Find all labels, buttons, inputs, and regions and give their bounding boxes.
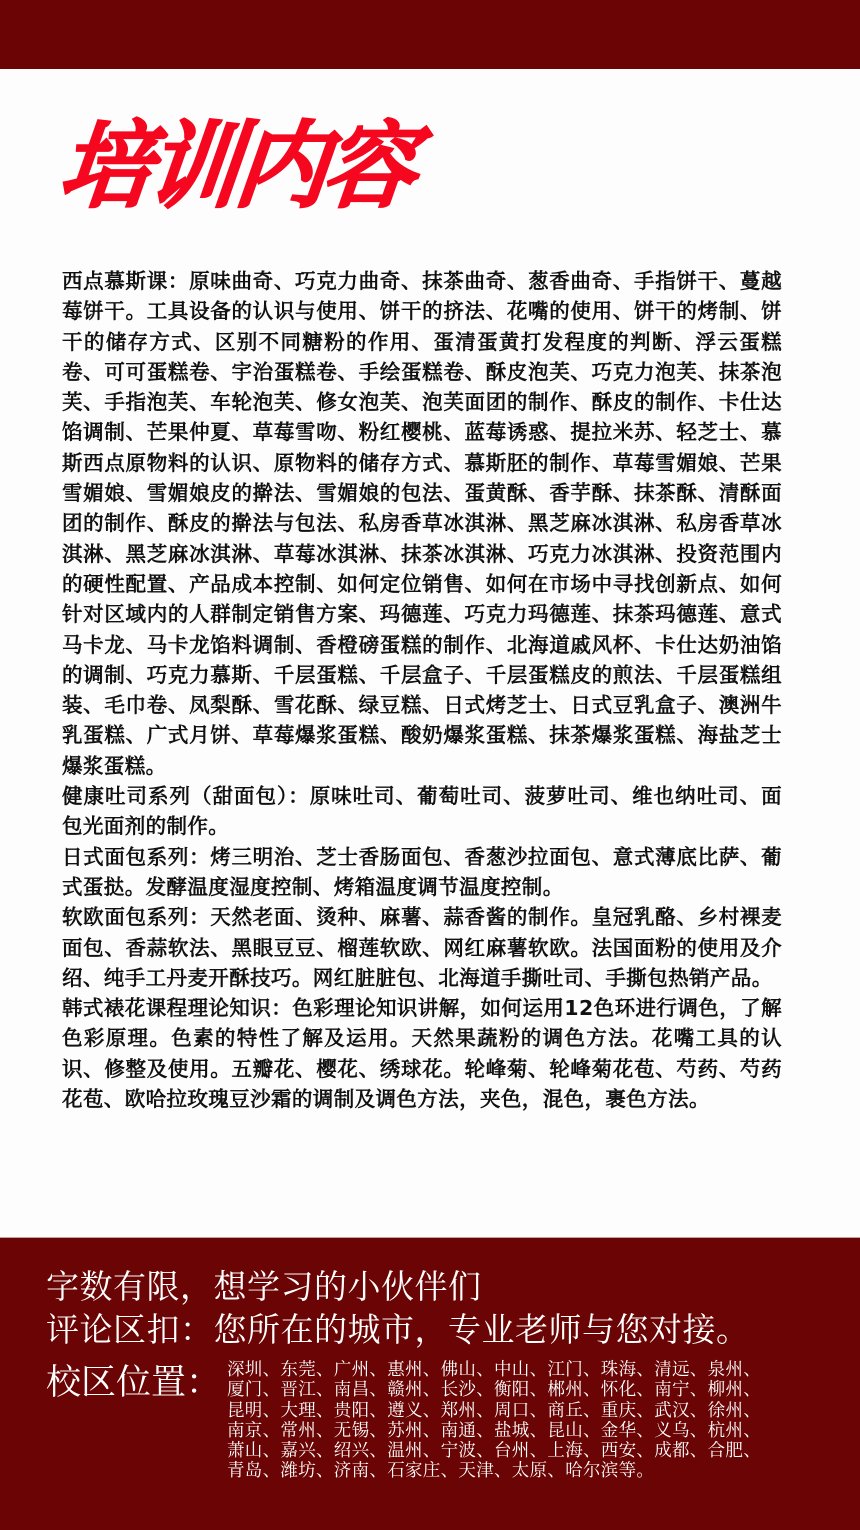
cta-line-2: 评论区扣：您所在的城市，专业老师与您对接。: [46, 1310, 750, 1349]
campus-locations-label: 校区位置：: [46, 1363, 222, 1403]
page-title: 培训内容: [54, 111, 418, 222]
course-paragraph-korean-piping: 韩式裱花课程理论知识：色彩理论知识讲解，如何运用12色环进行调色，了解色彩原理。色素的特性了解及运用。天然果蔬粉的调色方法。花嘴工具的认识、修整及使用。五瓣花、樱花、绣球花。轮峰菊、轮峰菊花苞、芍药、芍药花苞、欧哈拉玫瑰豆沙霜的调制及调色方法，夹色，混色，裹色方法。: [62, 996, 782, 1112]
locations-line: 萧山、嘉兴、绍兴、温州、宁波、台州、上海、西安、成都、合肥、: [227, 1441, 761, 1462]
locations-line: 昆明、大理、贵阳、遵义、郑州、周口、商丘、重庆、武汉、徐州、: [227, 1400, 761, 1421]
course-paragraph-soft-european-bread: 软欧面包系列：天然老面、烫种、麻薯、蒜香酱的制作。皇冠乳酪、乡村裸麦面包、香蒜软法、黑眼豆豆、榴莲软欧、网红麻薯软欧。法国面粉的使用及介绍、纯手工丹麦开酥技巧。网红脏脏包、北海道手撕吐司、手撕包热销产品。: [62, 905, 782, 990]
locations-line: 深圳、东莞、广州、惠州、佛山、中山、江门、珠海、清远、泉州、: [227, 1360, 761, 1380]
locations-line: 青岛、潍坊、济南、石家庄、天津、太原、哈尔滨等。: [227, 1461, 655, 1482]
top-banner: [0, 0, 860, 69]
locations-line: 南京、常州、无锡、苏州、南通、盐城、昆山、金华、义乌、杭州、: [227, 1420, 761, 1441]
locations-line: 厦门、晋江、南昌、赣州、长沙、衡阳、郴州、怀化、南宁、柳州、: [227, 1380, 761, 1401]
course-paragraph-japanese-bread: 日式面包系列：烤三明治、芝士香肠面包、香葱沙拉面包、意式薄底比萨、葡式蛋挞。发酵温度湿度控制、烤箱温度调节温度控制。: [62, 844, 782, 899]
course-content: [62, 266, 782, 1114]
campus-locations-list: [227, 1360, 827, 1482]
cta-line-1: 字数有限，想学习的小伙伴们: [46, 1267, 482, 1306]
course-paragraph-toast: 健康吐司系列（甜面包）：原味吐司、葡萄吐司、菠萝吐司、维也纳吐司、面包光面剂的制作。: [62, 784, 782, 839]
course-paragraph-western-pastry: 西点慕斯课：原味曲奇、巧克力曲奇、抹茶曲奇、葱香曲奇、手指饼干、蔓越莓饼干。工具设备的认识与使用、饼干的挤法、花嘴的使用、饼干的烤制、饼干的储存方式、区别不同糖粉的作用、蛋清蛋黄打发程度的判断、浮云蛋糕卷、可可蛋糕卷、宇治蛋糕卷、手绘蛋糕卷、酥皮泡芙、巧克力泡芙、抹茶泡芙、手指泡芙、车轮泡芙、修女泡芙、泡芙面团的制作、酥皮的制作、卡仕达馅调制、芒果仲夏、草莓雪吻、粉红樱桃、蓝莓诱惑、提拉米苏、轻芝士、慕斯西点原物料的认识、原物料的储存方式、慕斯胚的制作、草莓雪媚娘、芒果雪媚娘、雪媚娘皮的擀法、雪媚娘的包法、蛋黄酥、香芋酥、抹茶酥、清酥面团的制作、酥皮的擀法与包法、私房香草冰淇淋、黑芝麻冰淇淋、私房香草冰淇淋、黑芝麻冰淇淋、草莓冰淇淋、抹茶冰淇淋、巧克力冰淇淋、投资范围内的硬性配置、产品成本控制、如何定位销售、如何在市场中寻找创新点、如何针对区域内的人群制定销售方案、玛德莲、巧克力玛德莲、抹茶玛德莲、意式马卡龙、马卡龙馅料调制、香橙磅蛋糕的制作、北海道戚风杯、卡仕达奶油馅的调制、巧克力慕斯、千层蛋糕、千层盒子、千层蛋糕皮的煎法、千层蛋糕组装、毛巾卷、凤梨酥、雪花酥、绿豆糕、日式烤芝士、日式豆乳盒子、澳洲牛乳蛋糕、广式月饼、草莓爆浆蛋糕、酸奶爆浆蛋糕、抹茶爆浆蛋糕、海盐芝士爆浆蛋糕。: [62, 269, 782, 778]
